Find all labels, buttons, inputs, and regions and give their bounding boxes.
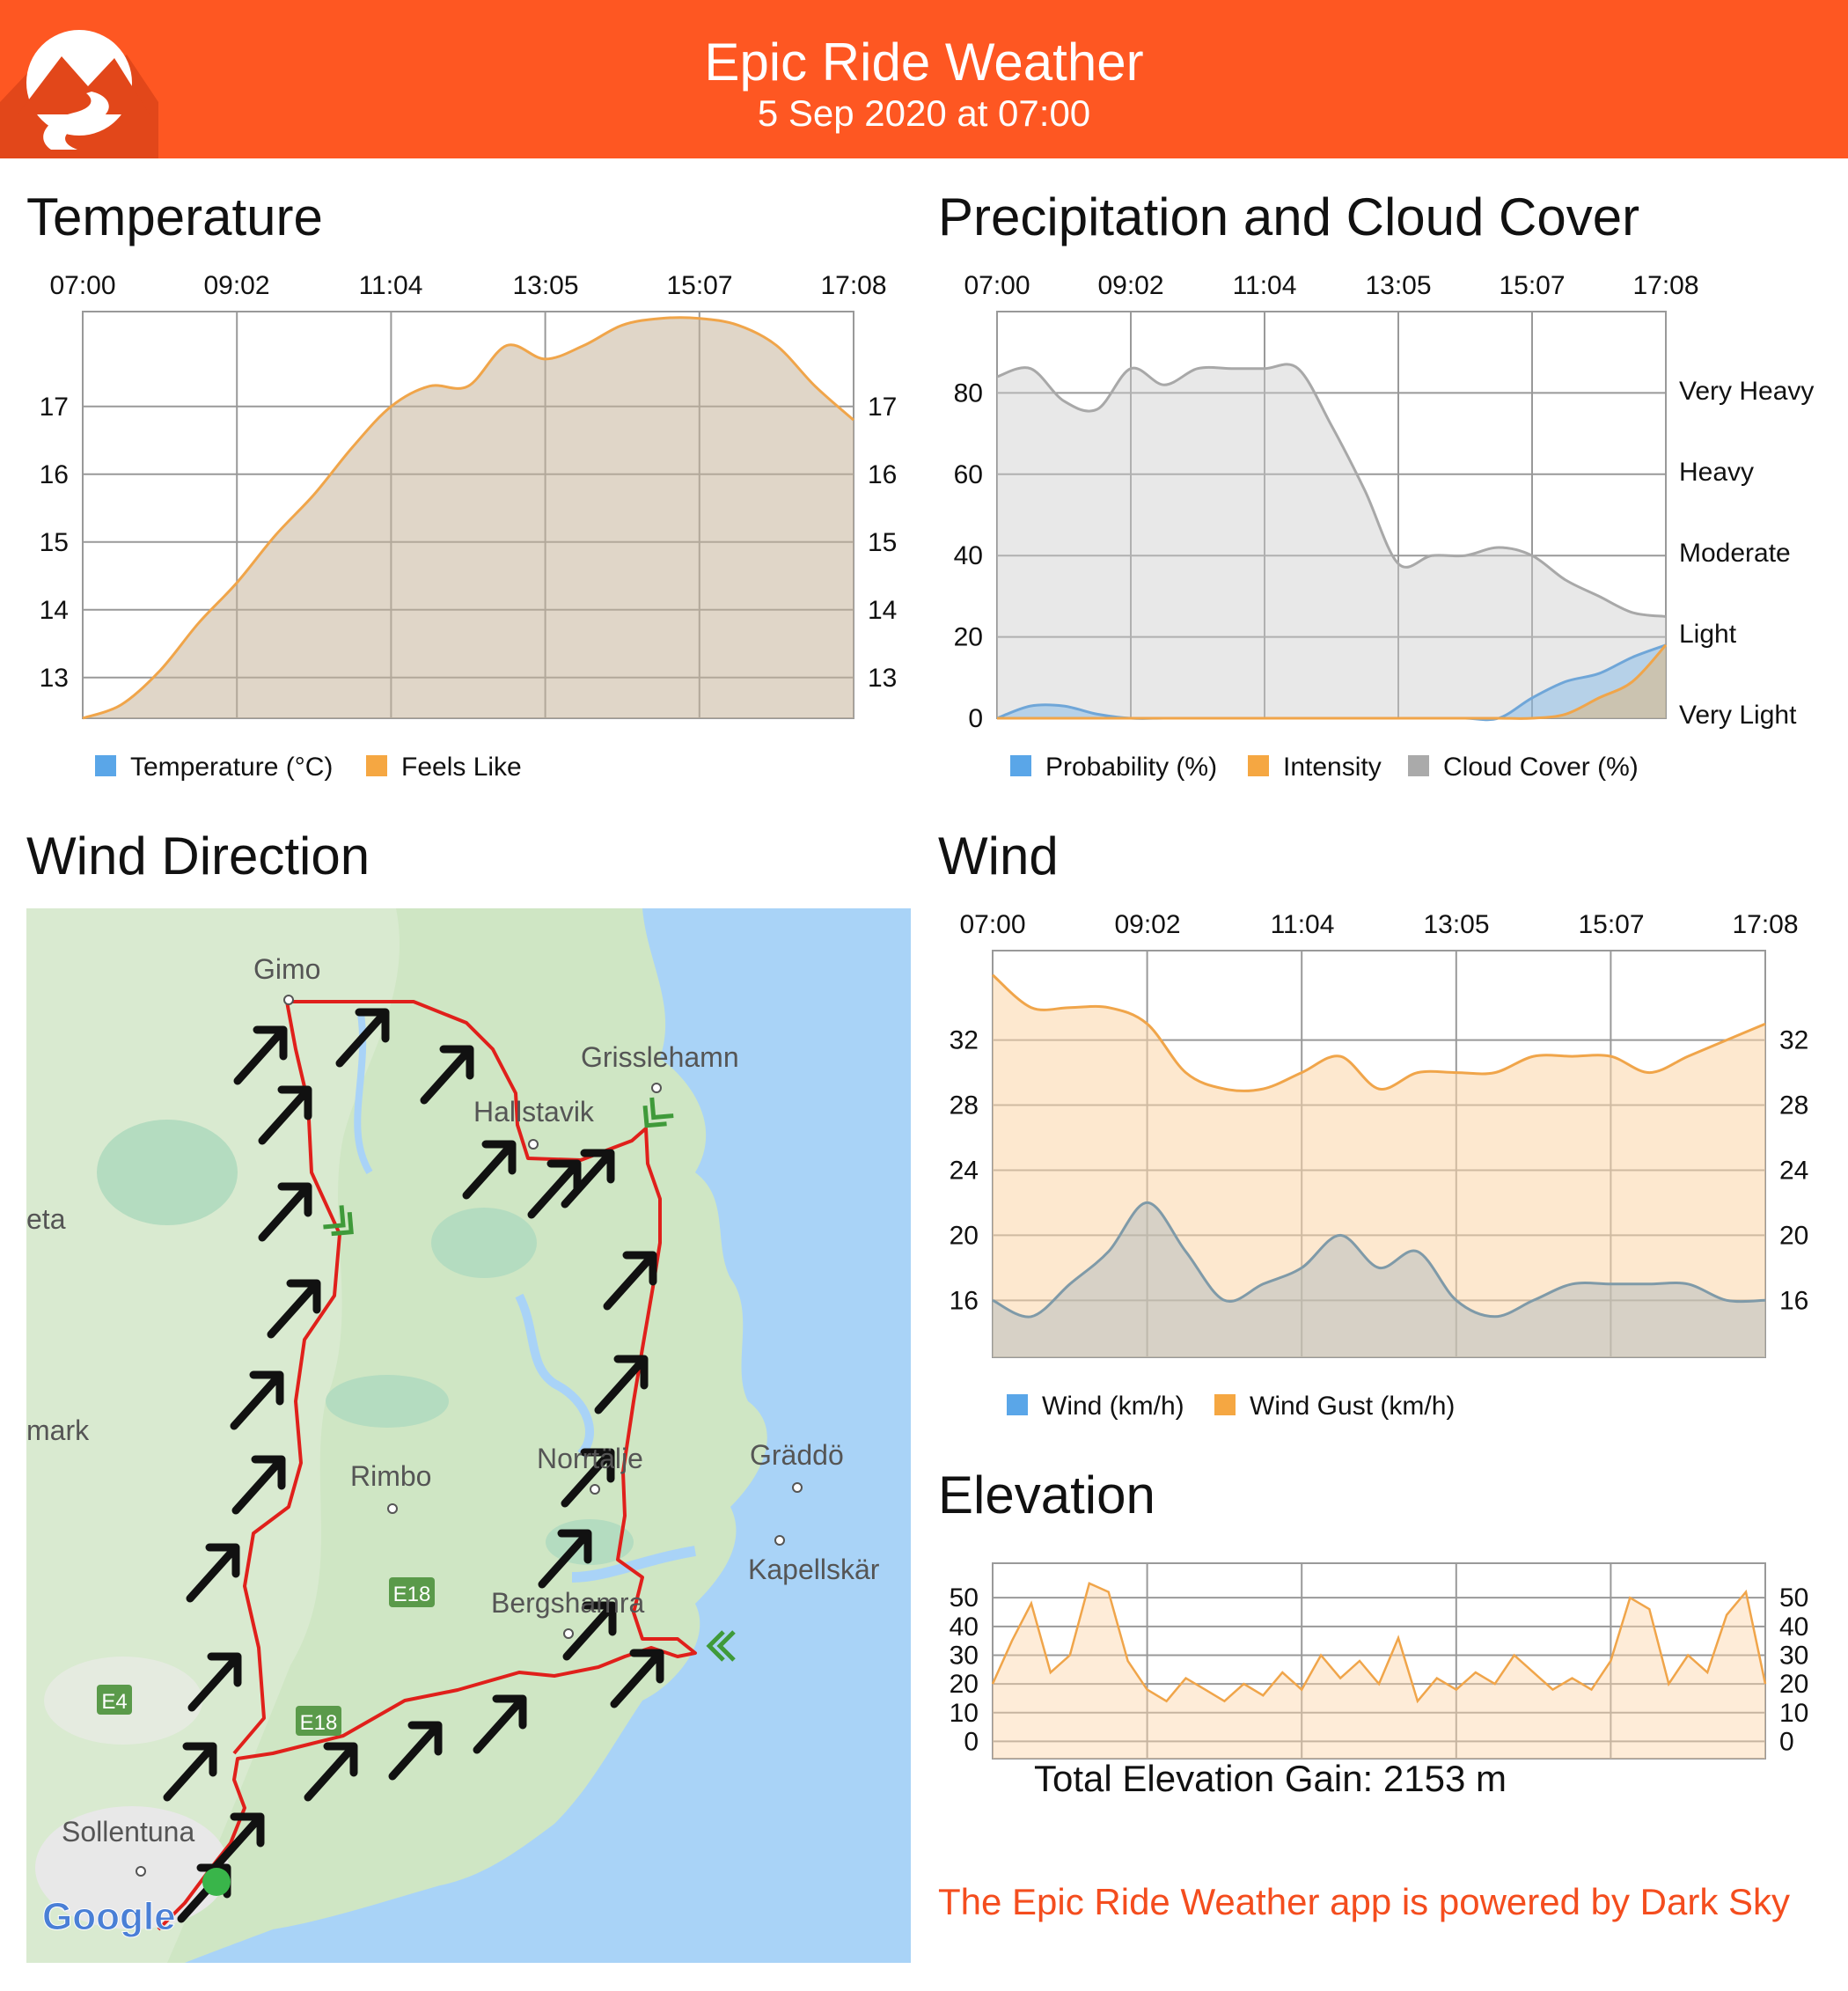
total-elevation-gain: Total Elevation Gain: 2153 m — [1034, 1758, 1507, 1799]
y-tick-label: 10 — [949, 1698, 979, 1728]
road-badge-label: E18 — [392, 1583, 431, 1606]
intensity-labels — [1679, 377, 1814, 730]
place-label: Grisslehamn — [581, 1041, 739, 1073]
wind-legend — [1007, 1392, 1455, 1421]
place-label: Bergshamra — [491, 1587, 645, 1619]
y-tick-label: 24 — [949, 1156, 979, 1186]
legend-swatch-cloud-cover — [1408, 755, 1429, 776]
intensity-label: Heavy — [1679, 458, 1755, 487]
place-dot — [388, 1504, 397, 1513]
place-dot — [793, 1483, 802, 1492]
elevation-chart — [915, 1532, 1848, 1760]
time-tick: 17:08 — [1632, 271, 1699, 300]
legend-swatch-intensity — [1248, 755, 1269, 776]
y-tick-label: 24 — [1779, 1156, 1809, 1186]
y-tick-label: 40 — [949, 1612, 979, 1642]
time-tick: 11:04 — [358, 271, 423, 300]
legend-label-intensity: Intensity — [1283, 753, 1382, 782]
time-tick: 15:07 — [1499, 271, 1566, 300]
y-tick-label: 20 — [949, 1221, 979, 1251]
time-tick: 07:00 — [964, 271, 1030, 300]
y-tick-label: 28 — [1779, 1091, 1809, 1120]
y-tick-label: 13 — [39, 663, 69, 693]
y-tick-label: 50 — [949, 1583, 979, 1613]
y-tick-label: 17 — [39, 392, 69, 422]
place-label: Sollentuna — [62, 1816, 195, 1848]
time-tick: 13:05 — [1423, 910, 1490, 939]
y-tick-label: 50 — [1779, 1583, 1809, 1613]
time-tick: 17:08 — [820, 271, 887, 300]
y-tick-label: 20 — [953, 622, 983, 652]
app-title: Epic Ride Weather — [704, 33, 1144, 92]
y-tick-label: 32 — [1779, 1025, 1809, 1055]
y-tick-label: 30 — [1779, 1641, 1809, 1671]
time-tick: 09:02 — [1097, 271, 1164, 300]
time-tick: 07:00 — [49, 271, 116, 300]
place-label: Gräddö — [750, 1439, 844, 1471]
place-dot — [529, 1140, 538, 1149]
y-tick-label: 14 — [868, 595, 898, 625]
time-tick: 07:00 — [959, 910, 1026, 939]
temperature-legend — [95, 753, 522, 782]
start-marker-icon — [202, 1868, 231, 1896]
legend-label-cloud-cover: Cloud Cover (%) — [1443, 753, 1639, 782]
place-label: Kapellskär — [748, 1554, 880, 1585]
precipitation-title: Precipitation and Cloud Cover — [938, 187, 1640, 246]
time-tick: 15:07 — [1578, 910, 1645, 939]
y-tick-label: 60 — [953, 459, 983, 489]
wind-time-ticks — [959, 910, 1798, 939]
place-label: mark — [26, 1414, 90, 1446]
y-tick-label: 14 — [39, 595, 69, 625]
legend-label-feels-like: Feels Like — [401, 753, 522, 782]
y-tick-label: 10 — [1779, 1698, 1809, 1728]
y-tick-label: 15 — [39, 527, 69, 557]
place-dot — [136, 1867, 145, 1876]
intensity-label: Moderate — [1679, 539, 1791, 568]
legend-swatch-feels-like — [366, 755, 387, 776]
legend-swatch-wind-gust — [1214, 1394, 1236, 1415]
place-dot — [284, 996, 293, 1004]
road-badge-label: E4 — [101, 1690, 128, 1714]
y-tick-label: 0 — [964, 1727, 979, 1757]
precipitation-legend — [1010, 753, 1639, 782]
time-tick: 11:04 — [1232, 271, 1297, 300]
time-tick: 17:08 — [1732, 910, 1799, 939]
time-tick: 11:04 — [1270, 910, 1335, 939]
google-logo: Google — [42, 1895, 176, 1938]
road-badge-label: E18 — [299, 1711, 338, 1735]
y-tick-label: 30 — [949, 1641, 979, 1671]
y-tick-label: 16 — [39, 459, 69, 489]
place-dot — [775, 1536, 784, 1545]
app-header — [0, 0, 1848, 158]
place-dot — [590, 1485, 599, 1494]
time-tick: 13:05 — [1365, 271, 1432, 300]
y-tick-label: 15 — [868, 527, 898, 557]
y-tick-label: 20 — [1779, 1221, 1809, 1251]
y-tick-label: 0 — [968, 704, 983, 733]
legend-label-temperature: Temperature (°C) — [130, 753, 334, 782]
temperature-chart — [0, 255, 915, 792]
powered-by-text: The Epic Ride Weather app is powered by Dark Sky — [938, 1881, 1791, 1922]
y-tick-label: 13 — [868, 663, 898, 693]
time-tick: 15:07 — [666, 271, 733, 300]
y-tick-label: 16 — [1779, 1286, 1809, 1316]
legend-label-probability: Probability (%) — [1045, 753, 1218, 782]
precipitation-chart — [915, 255, 1848, 792]
y-tick-label: 80 — [953, 378, 983, 408]
y-tick-label: 0 — [1779, 1727, 1794, 1757]
y-tick-label: 32 — [949, 1025, 979, 1055]
elevation-title: Elevation — [938, 1466, 1155, 1524]
legend-label-wind-gust: Wind Gust (km/h) — [1250, 1392, 1456, 1421]
place-label: eta — [26, 1203, 66, 1235]
legend-swatch-temperature — [95, 755, 116, 776]
place-label: Gimo — [253, 953, 321, 985]
place-label: Norrtälje — [537, 1443, 643, 1474]
intensity-label: Very Light — [1679, 701, 1797, 730]
y-tick-label: 20 — [949, 1670, 979, 1700]
wind-direction-title: Wind Direction — [26, 827, 370, 885]
legend-swatch-probability — [1010, 755, 1031, 776]
y-tick-label: 17 — [868, 392, 898, 422]
time-tick: 09:02 — [203, 271, 270, 300]
y-tick-label: 16 — [868, 459, 898, 489]
precipitation-time-ticks — [964, 271, 1698, 300]
time-tick: 13:05 — [512, 271, 579, 300]
route-map[interactable] — [26, 908, 911, 1963]
intensity-label: Very Heavy — [1679, 377, 1815, 406]
temperature-time-ticks — [49, 271, 886, 300]
y-tick-label: 40 — [1779, 1612, 1809, 1642]
y-tick-label: 40 — [953, 541, 983, 571]
time-tick: 09:02 — [1114, 910, 1181, 939]
temperature-title: Temperature — [26, 187, 323, 246]
y-tick-label: 16 — [949, 1286, 979, 1316]
wind-chart — [915, 894, 1848, 1431]
wind-title: Wind — [938, 827, 1059, 885]
legend-label-wind: Wind (km/h) — [1042, 1392, 1184, 1421]
intensity-label: Light — [1679, 620, 1737, 649]
y-tick-label: 28 — [949, 1091, 979, 1120]
place-dot — [652, 1084, 661, 1092]
place-label: Hallstavik — [473, 1096, 594, 1128]
place-dot — [564, 1629, 573, 1638]
place-label: Rimbo — [350, 1460, 432, 1492]
legend-swatch-wind — [1007, 1394, 1028, 1415]
forecast-date: 5 Sep 2020 at 07:00 — [757, 92, 1091, 134]
y-tick-label: 20 — [1779, 1670, 1809, 1700]
